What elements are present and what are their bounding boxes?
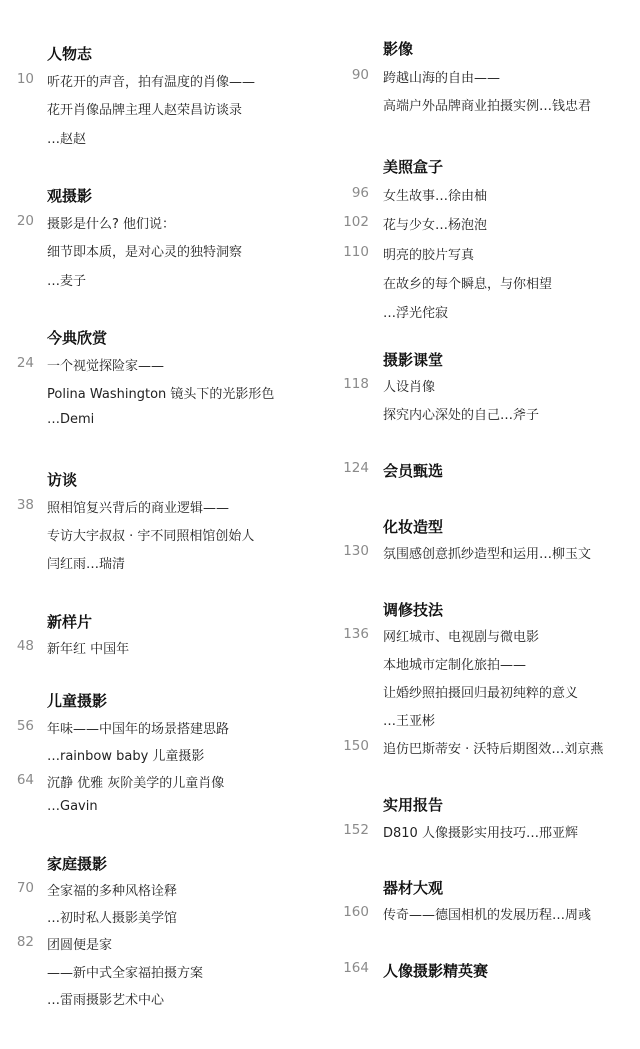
entry-line: …初时私人摄影美学馆 (47, 911, 178, 926)
entry-line: 追仿巴斯蒂安 · 沃特后期图效…刘京燕 (383, 742, 604, 757)
section-title: 访谈 (47, 471, 78, 489)
entry-line: 在故乡的每个瞬息，与你相望 (383, 277, 553, 292)
page-number: 90 (351, 67, 369, 83)
entry-line: 明亮的胶片写真 (383, 248, 475, 263)
page-number: 56 (16, 718, 34, 734)
section-title: 影像 (383, 40, 414, 58)
entry-line: 专访大宇叔叔 · 宇不同照相馆创始人 (47, 529, 255, 544)
page-number: 110 (343, 244, 369, 260)
section-title: 实用报告 (383, 796, 444, 814)
entry-line: 团圆便是家 (47, 938, 113, 953)
entry-line: 一个视觉探险家—— (47, 359, 165, 374)
page-number: 136 (343, 626, 369, 642)
entry-line: …rainbow baby 儿童摄影 (47, 749, 205, 764)
entry-line: 花开肖像品牌主理人赵荣昌访谈录 (47, 103, 243, 118)
page-number: 124 (343, 460, 369, 476)
section-title: 调修技法 (383, 601, 444, 619)
page-number: 70 (16, 880, 34, 896)
section-title: 今典欣赏 (47, 329, 108, 347)
section-title: 摄影课堂 (383, 351, 444, 369)
entry-line: 细节即本质，是对心灵的独特洞察 (47, 245, 243, 260)
page-number: 118 (343, 376, 369, 392)
entry-line: D810 人像摄影实用技巧…邢亚辉 (383, 826, 578, 841)
entry-line: 年味——中国年的场景搭建思路 (47, 722, 230, 737)
entry-line: …雷雨摄影艺术中心 (47, 993, 165, 1008)
entry-line: …Gavin (47, 799, 98, 814)
entry-line: 网红城市、电视剧与微电影 (383, 630, 540, 645)
entry-line: 本地城市定制化旅拍—— (383, 658, 527, 673)
section-title: 会员甄选 (383, 462, 444, 480)
entry-line: 沉静 优雅 灰阶美学的儿童肖像 (47, 776, 225, 791)
page-number: 24 (16, 355, 34, 371)
entry-line: 花与少女…杨泡泡 (383, 218, 488, 233)
page-number: 130 (343, 543, 369, 559)
page-number: 152 (343, 822, 369, 838)
page-number: 96 (351, 185, 369, 201)
page-number: 102 (343, 214, 369, 230)
section-title: 家庭摄影 (47, 855, 108, 873)
page-number: 150 (343, 738, 369, 754)
page-number: 38 (16, 497, 34, 513)
entry-line: …赵赵 (47, 132, 87, 147)
entry-line: 高端户外品牌商业拍摄实例…钱忠君 (383, 99, 592, 114)
entry-line: 女生故事…徐由柚 (383, 189, 488, 204)
section-title: 新样片 (47, 613, 93, 631)
section-title: 儿童摄影 (47, 692, 108, 710)
section-title: 人物志 (47, 45, 93, 63)
section-title: 美照盒子 (383, 158, 444, 176)
entry-line: 跨越山海的自由—— (383, 71, 501, 86)
entry-line: 全家福的多种风格诠释 (47, 884, 178, 899)
section-title: 化妆造型 (383, 518, 444, 536)
entry-line: 新年红 中国年 (47, 642, 130, 657)
entry-line: 照相馆复兴背后的商业逻辑—— (47, 501, 230, 516)
page-number: 20 (16, 213, 34, 229)
entry-line: …麦子 (47, 274, 87, 289)
section-title: 人像摄影精英赛 (383, 962, 489, 980)
page-number: 10 (16, 71, 34, 87)
entry-line: 听花开的声音，拍有温度的肖像—— (47, 75, 256, 90)
entry-line: 闫红雨…瑞清 (47, 557, 126, 572)
entry-line: 让婚纱照拍摄回归最初纯粹的意义 (383, 686, 579, 701)
entry-line: ——新中式全家福拍摄方案 (47, 966, 204, 981)
page-number: 64 (16, 772, 34, 788)
entry-line: 传奇——德国相机的发展历程…周彧 (383, 908, 592, 923)
entry-line: …Demi (47, 412, 95, 427)
entry-line: 探究内心深处的自己…斧子 (383, 408, 540, 423)
entry-line: …王亚彬 (383, 714, 436, 729)
page-number: 160 (343, 904, 369, 920)
entry-line: Polina Washington 镜头下的光影形色 (47, 387, 275, 402)
section-title: 观摄影 (47, 187, 93, 205)
page-number: 164 (343, 960, 369, 976)
entry-line: 摄影是什么? 他们说： (47, 217, 176, 232)
section-title: 器材大观 (383, 879, 444, 897)
entry-line: 人设肖像 (383, 380, 436, 395)
page-number: 82 (16, 934, 34, 950)
entry-line: 氛围感创意抓纱造型和运用…柳玉文 (383, 547, 592, 562)
entry-line: …浮光侘寂 (383, 306, 449, 321)
page-number: 48 (16, 638, 34, 654)
